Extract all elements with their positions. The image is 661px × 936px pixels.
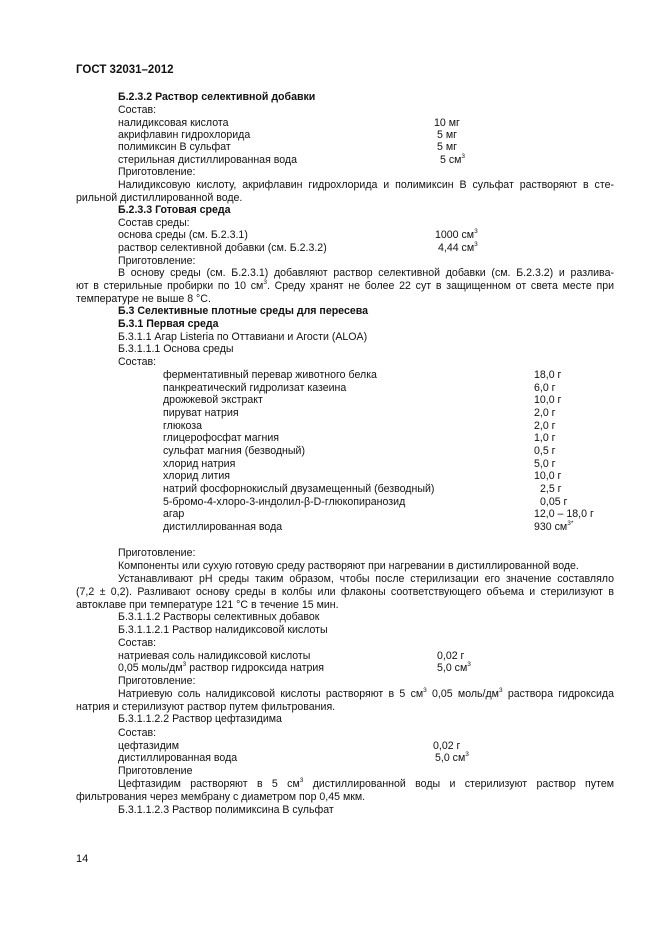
ingredient-name: пируват натрия <box>163 407 239 419</box>
preparation-text: фильтрования через мембрану с диаметром пор 0,45 мкм. <box>76 791 366 803</box>
ingredient-name: цефтазидим <box>118 740 179 752</box>
ingredient-name: дистиллированная вода <box>118 752 238 764</box>
preparation-label: Приготовление <box>118 765 193 777</box>
section-heading: Б.2.3.3 Готовая среда <box>118 204 231 216</box>
ingredient-name: раствор селективной добавки (см. Б.2.3.2) <box>118 242 327 254</box>
preparation-text: (7,2 ± 0,2). Разливают основу среды в колбы или флаконы соответствующего объема и стерилизуют в <box>76 586 614 598</box>
ingredient-name: натриевая соль налидиксовой кислоты <box>118 650 311 662</box>
ingredient-amount: 5,0 $см^3$ <box>435 751 469 764</box>
ingredient-name: ферментативный перевар животного белка <box>163 369 377 381</box>
preparation-text: рильной дистиллированной воде. <box>76 192 243 204</box>
ingredient-name: глицерофосфат магния <box>163 432 279 444</box>
ingredient-name: полимиксин В сульфат <box>118 141 231 153</box>
ingredient-amount: 10 мг <box>434 117 460 129</box>
ingredient-amount: 5 мг <box>437 141 457 153</box>
preparation-text: натрия и стерилизуют раствор путем фильтрования. <box>76 701 336 713</box>
subsection-title: Б.3.1.1.1 Основа среды <box>118 343 234 355</box>
ingredient-name: стерильная дистиллированная вода <box>118 154 297 166</box>
ingredient-name: акрифлавин гидрохлорида <box>118 129 251 141</box>
subsection-title: Б.3.1.1.2.3 Раствор полимиксина В сульфат <box>118 804 334 816</box>
ingredient-amount: 10,0 г <box>534 470 562 482</box>
preparation-text: температуре не выше 8 °С. <box>76 293 211 305</box>
ingredient-amount: 0,02 г <box>437 650 465 662</box>
subsection-title: Б.3.1.1.2.2 Раствор цефтазидима <box>118 713 282 725</box>
subsection-title: Б.3.1.1 Агар Listeria по Оттавиани и Агости (ALOA) <box>118 331 368 343</box>
preparation-text: Устанавливают рН среды таким образом, чтобы после стерилизации его значение составляло <box>118 573 614 585</box>
ingredient-amount: 1,0 г <box>534 432 556 444</box>
ingredient-name: налидиксовая кислота <box>118 117 229 129</box>
ingredient-amount: 5,0 г <box>534 458 556 470</box>
ingredient-amount: 2,5 г <box>540 483 562 495</box>
preparation-text: В основу среды (см. Б.2.3.1) добавляют раствор селективной добавки (см. Б.2.3.2) и разлива- <box>118 267 614 279</box>
ingredient-name: панкреатический гидролизат казеина <box>163 382 347 394</box>
ingredient-amount: 1000 $см^3$ <box>435 228 478 241</box>
subsection-heading: Б.3.1 Первая среда <box>118 318 219 330</box>
ingredient-amount: 2,0 г <box>534 420 556 432</box>
composition-label: Состав: <box>118 727 157 739</box>
ingredient-amount: 5,0 $см^3$ <box>437 661 471 674</box>
ingredient-amount: 12,0 – 18,0 г <box>534 508 594 520</box>
ingredient-name: 5-бромо-4-хлоро-3-индолил-β-D-глюкопиранозид <box>163 496 406 508</box>
ingredient-amount: 5 $см^3$ <box>440 153 466 166</box>
ingredient-amount: 0,02 г <box>433 740 461 752</box>
section-heading: Б.3 Селективные плотные среды для пересева <box>118 305 368 317</box>
ingredient-name: 0,05 моль/$дм^3$ раствор гидроксида натрия <box>118 661 324 674</box>
section-heading: Б.2.3.2 Раствор селективной добавки <box>118 91 316 103</box>
ingredient-name: дистиллированная вода <box>163 521 283 533</box>
ingredient-amount: 6,0 г <box>534 382 556 394</box>
ingredient-amount: 2,0 г <box>534 407 556 419</box>
ingredient-name: дрожжевой экстракт <box>163 394 263 406</box>
composition-label: Состав среды: <box>118 217 190 229</box>
subsection-title: Б.3.1.1.2.1 Раствор налидиксовой кислоты <box>118 624 328 636</box>
composition-label: Состав: <box>118 637 157 649</box>
preparation-text: автоклаве при температуре 121 °С в течение 15 мин. <box>76 599 339 611</box>
ingredient-amount: 0,05 г <box>540 496 568 508</box>
composition-label: Состав: <box>118 104 157 116</box>
preparation-label: Приготовление: <box>118 255 196 267</box>
ingredient-name: натрий фосфорнокислый двузамещенный (безводный) <box>163 483 435 495</box>
subsection-title: Б.3.1.1.2 Растворы селективных добавок <box>118 611 320 623</box>
preparation-text: ют в стерильные пробирки по 10 $см^3$. Среду хранят не более 22 сут в защищенном от света месте при <box>76 279 614 292</box>
preparation-label: Приготовление: <box>118 675 196 687</box>
ingredient-amount: 0,5 г <box>534 445 556 457</box>
page-number: 14 <box>76 853 89 865</box>
preparation-label: Приготовление: <box>118 166 196 178</box>
ingredient-name: глюкоза <box>163 420 203 432</box>
preparation-label: Приготовление: <box>118 547 196 559</box>
preparation-text: Натриевую соль налидиксовой кислоты растворяют в 5 $см^3$ 0,05 моль/$дм^3$ раствора гидроксида <box>118 687 615 700</box>
ingredient-amount: 4,44 $см^3$ <box>438 241 478 254</box>
standard-header: ГОСТ 32031–2012 <box>76 64 174 76</box>
preparation-text: Налидиксовую кислоту, акрифлавин гидрохлорида и полимиксин В сульфат растворяют в сте- <box>118 179 614 191</box>
ingredient-name: сульфат магния (безводный) <box>163 445 305 457</box>
ingredient-name: хлорид лития <box>163 470 231 482</box>
ingredient-name: хлорид натрия <box>163 458 236 470</box>
composition-label: Состав: <box>118 356 157 368</box>
ingredient-name: агар <box>163 508 185 520</box>
ingredient-amount: 10,0 г <box>534 394 562 406</box>
preparation-text: Цефтазидим растворяют в 5 $см^3$ дистиллированной воды и стерилизуют раствор путем <box>118 777 614 790</box>
ingredient-amount: 18,0 г <box>534 369 562 381</box>
ingredient-name: основа среды (см. Б.2.3.1) <box>118 229 248 241</box>
ingredient-amount: 5 мг <box>437 129 457 141</box>
ingredient-amount: 930 $см^{3*}$ <box>534 520 574 533</box>
preparation-text: Компоненты или сухую готовую среду растворяют при нагревании в дистиллированной воде. <box>118 560 579 572</box>
